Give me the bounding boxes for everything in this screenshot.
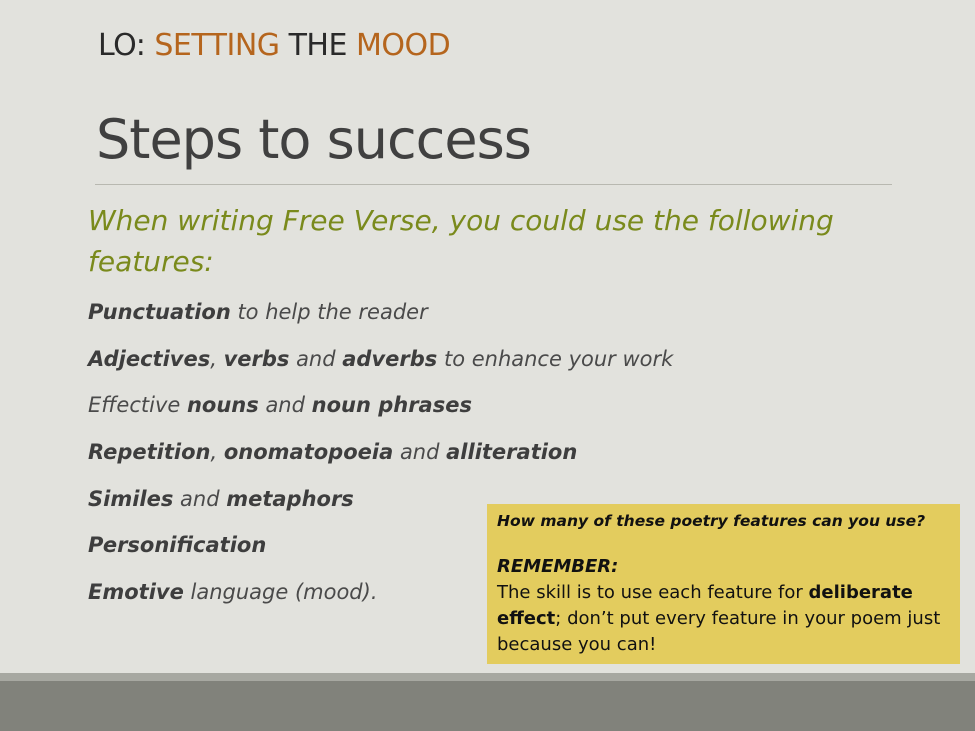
feature-text: and bbox=[393, 440, 447, 465]
feature-keyword: Adjectives bbox=[88, 346, 211, 371]
feature-keyword: noun phrases bbox=[311, 393, 472, 418]
feature-keyword: verbs bbox=[223, 346, 290, 371]
feature-keyword: adverbs bbox=[342, 346, 438, 371]
learning-objective bbox=[98, 28, 450, 63]
footer-bar bbox=[0, 681, 975, 731]
feature-text: to enhance your work bbox=[437, 346, 674, 371]
slide-title: Steps to success bbox=[96, 108, 531, 171]
callout-remember-heading: REMEMBER: bbox=[497, 556, 619, 577]
feature-text: , bbox=[210, 440, 224, 465]
feature-text: and bbox=[258, 393, 312, 418]
callout-body-emphasis: deliberate effect bbox=[497, 582, 913, 629]
feature-keyword: Punctuation bbox=[88, 300, 231, 324]
feature-item-adjectives bbox=[88, 343, 673, 390]
lo-word-setting: SETTING bbox=[154, 28, 280, 63]
feature-item-punctuation bbox=[88, 296, 673, 343]
feature-text: and bbox=[289, 346, 343, 371]
feature-text: Effective bbox=[88, 393, 187, 418]
feature-keyword: Personification bbox=[88, 533, 267, 558]
feature-keyword: onomatopoeia bbox=[223, 440, 394, 465]
feature-keyword: Repetition bbox=[88, 440, 211, 465]
feature-text: to help the reader bbox=[230, 300, 428, 324]
feature-keyword: Emotive bbox=[88, 580, 184, 605]
lo-middle: THE bbox=[279, 28, 356, 63]
callout-question: How many of these poetry features can you use? bbox=[497, 512, 926, 530]
callout-spacer bbox=[497, 532, 950, 554]
feature-keyword: metaphors bbox=[226, 486, 354, 511]
footer-accent-strip bbox=[0, 673, 975, 681]
callout-body-text: The skill is to use each feature for bbox=[497, 582, 809, 603]
feature-item-repetition bbox=[88, 436, 673, 483]
intro-text: When writing Free Verse, you could use the following features: bbox=[88, 204, 834, 278]
remember-callout bbox=[487, 504, 960, 664]
feature-text: language (mood). bbox=[183, 580, 378, 605]
callout-body bbox=[497, 580, 950, 658]
lo-word-mood: MOOD bbox=[355, 28, 451, 63]
callout-body-text: ; don’t put every feature in your poem just because you can! bbox=[497, 608, 941, 655]
title-divider bbox=[95, 184, 892, 185]
lo-prefix: LO: bbox=[98, 28, 155, 63]
feature-text: , bbox=[210, 346, 224, 371]
feature-keyword: nouns bbox=[186, 393, 259, 418]
feature-item-nouns bbox=[88, 389, 673, 436]
feature-keyword: alliteration bbox=[446, 440, 578, 465]
feature-keyword: Similes bbox=[88, 486, 174, 511]
feature-text: and bbox=[173, 486, 227, 511]
